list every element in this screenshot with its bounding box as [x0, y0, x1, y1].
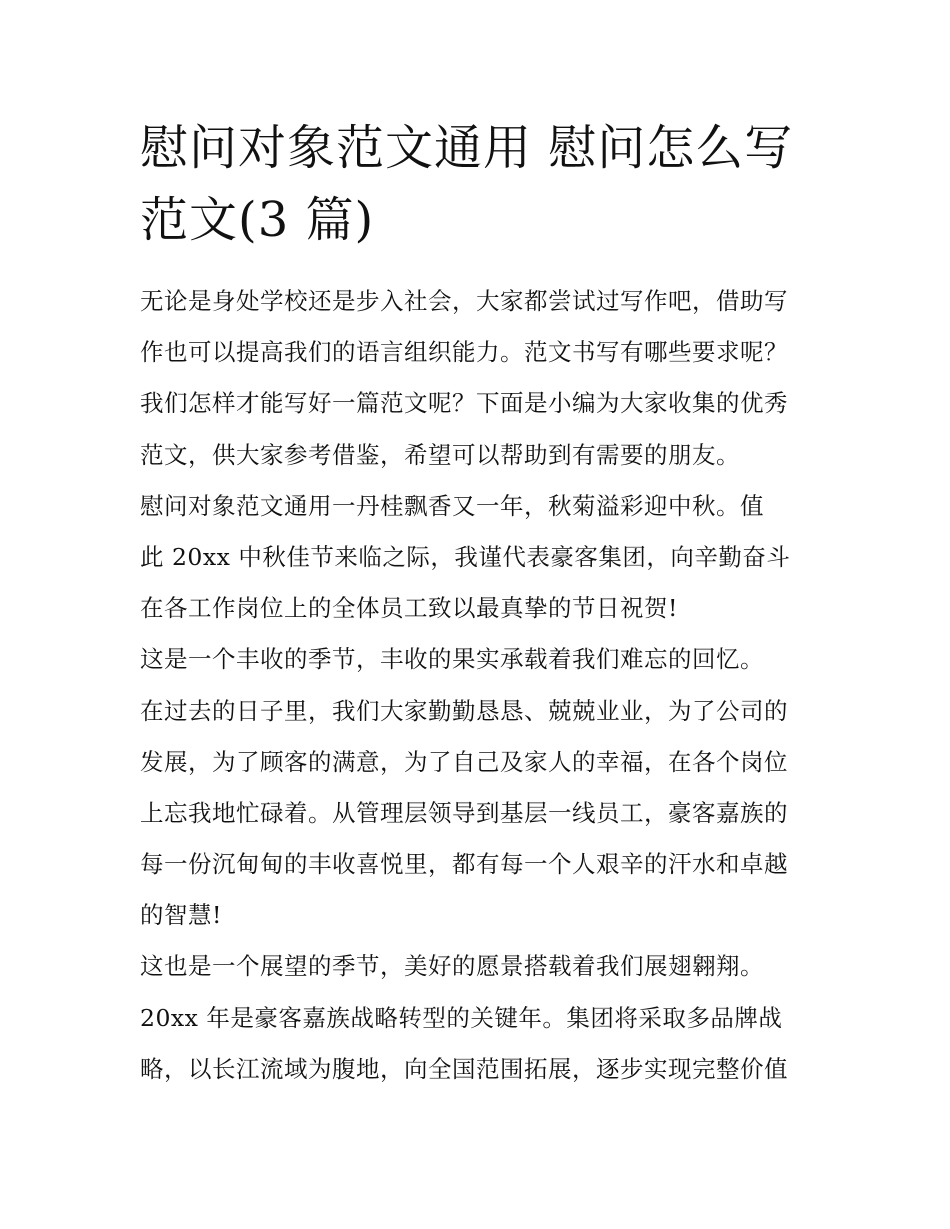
body-line: 范文，供大家参考借鉴，希望可以帮助到有需要的朋友。 [140, 440, 740, 469]
body-line: 这也是一个展望的季节，美好的愿景搭载着我们展翅翱翔。 [140, 952, 764, 981]
body-line: 的智慧! [140, 901, 222, 930]
document-title [140, 112, 820, 256]
body-line: 作也可以提高我们的语言组织能力。范文书写有哪些要求呢？ [140, 338, 788, 367]
body-line: 此 20xx 中秋佳节来临之际，我谨代表豪客集团，向辛勤奋斗 [140, 542, 791, 571]
body-line: 这是一个丰收的季节，丰收的果实承载着我们难忘的回忆。 [140, 645, 764, 674]
body-line: 在各工作岗位上的全体员工致以最真挚的节日祝贺! [140, 594, 678, 623]
body-line: 慰问对象范文通用一丹桂飘香又一年，秋菊溢彩迎中秋。值 [140, 491, 764, 520]
body-line: 上忘我地忙碌着。从管理层领导到基层一线员工，豪客嘉族的 [140, 798, 788, 827]
body-line: 20xx 年是豪客嘉族战略转型的关键年。集团将采取多品牌战 [140, 1003, 783, 1032]
body-line: 无论是身处学校还是步入社会，大家都尝试过写作吧，借助写 [140, 287, 788, 315]
title-line-2: 范文(3 篇) [140, 192, 375, 248]
document-body [140, 276, 820, 1095]
body-line: 发展，为了顾客的满意，为了自己及家人的幸福，在各个岗位 [140, 747, 788, 776]
body-line: 略，以长江流域为腹地，向全国范围拓展，逐步实现完整价值 [140, 1054, 788, 1083]
title-line-1: 慰问对象范文通用 慰问怎么写 [140, 120, 794, 176]
body-line: 在过去的日子里，我们大家勤勤恳恳、兢兢业业，为了公司的 [140, 696, 788, 725]
body-line: 我们怎样才能写好一篇范文呢？下面是小编为大家收集的优秀 [140, 389, 788, 418]
body-line: 每一份沉甸甸的丰收喜悦里，都有每一个人艰辛的汗水和卓越 [140, 850, 788, 879]
